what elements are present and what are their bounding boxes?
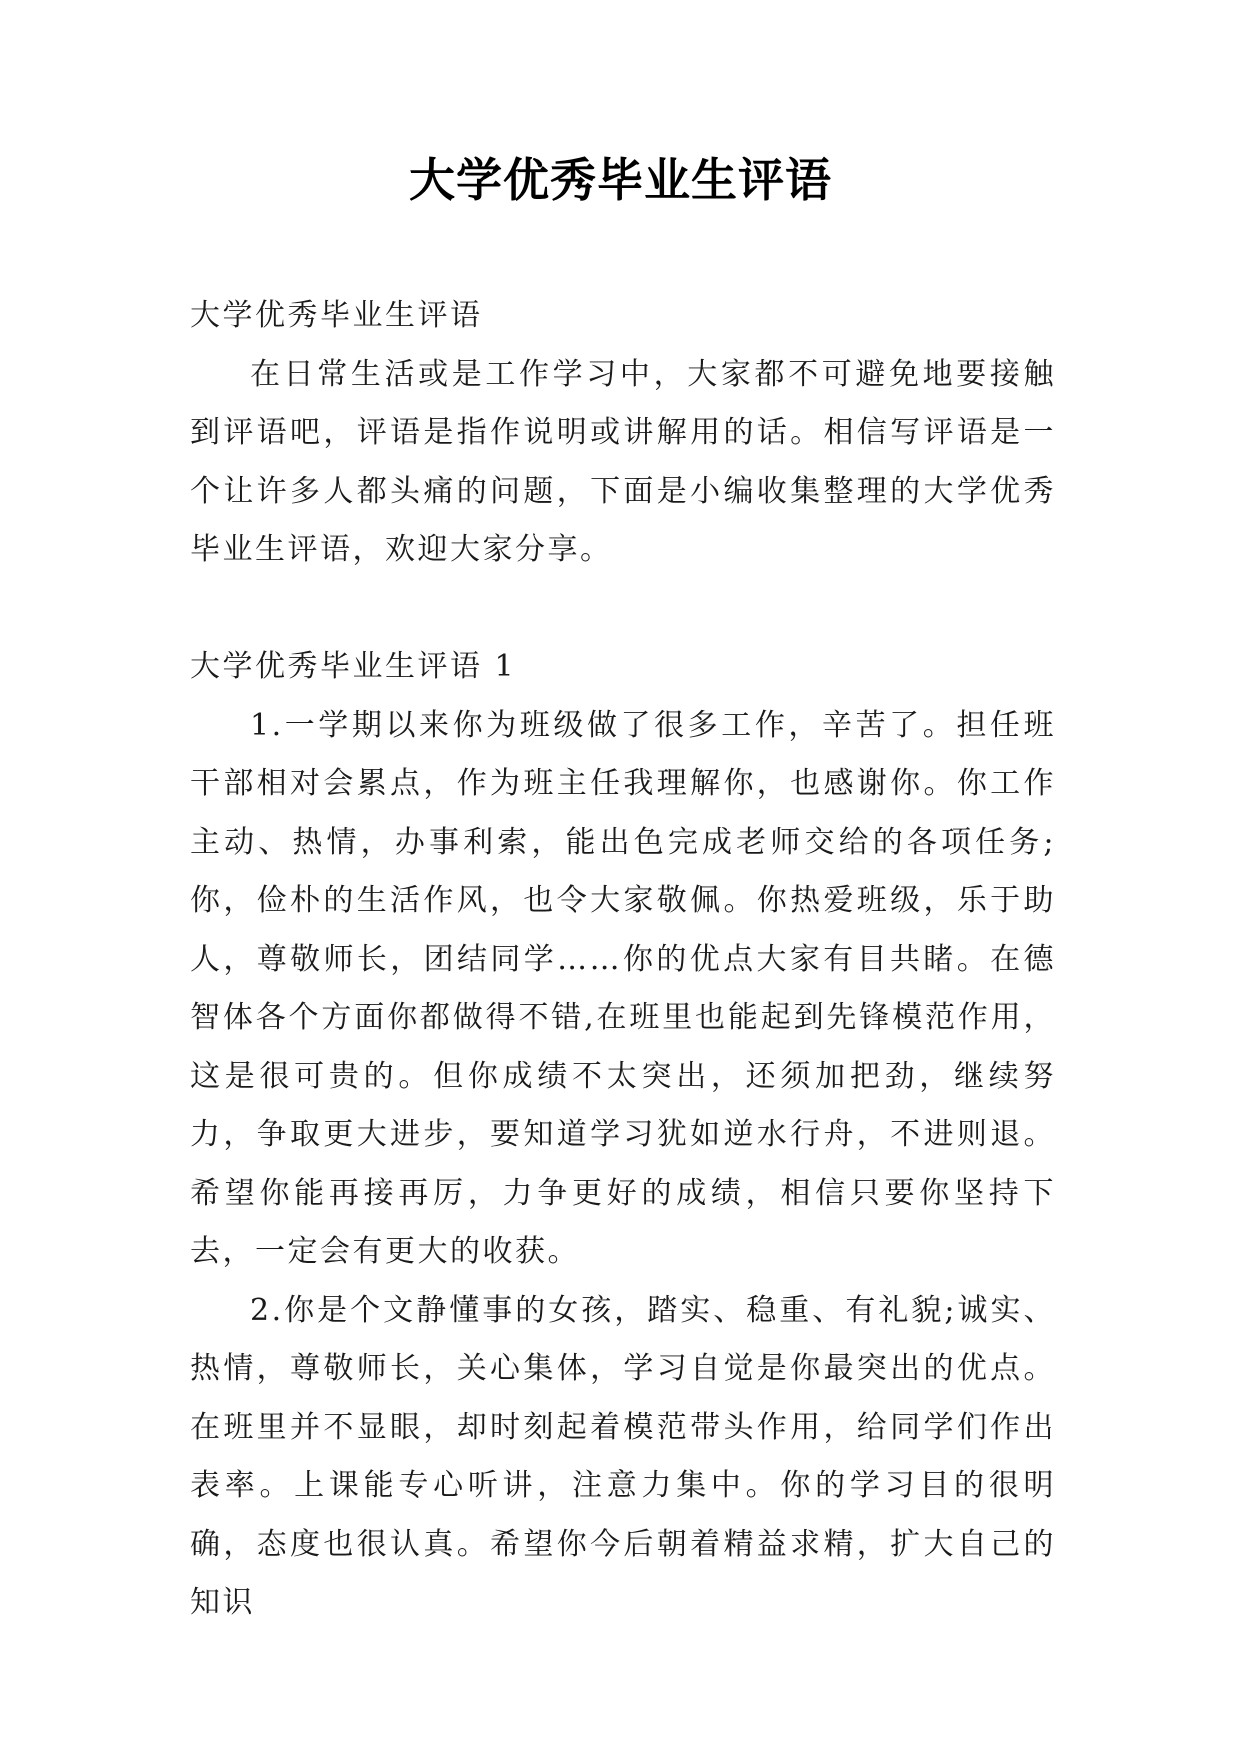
subtitle: 大学优秀毕业生评语 — [190, 298, 483, 333]
document-body — [190, 287, 1056, 1633]
paragraph-gap — [190, 580, 1056, 639]
comment-paragraph: 2.你是个文静懂事的女孩，踏实、稳重、有礼貌;诚实、热情，尊敬师长，关心集体，学习自觉是你最突出的优点。在班里并不显眼，却时刻起着模范带头作用，给同学们作出表率。上课能专心听讲，注意力集中。你的学习目的很明确，态度也很认真。希望你今后朝着精益求精，扩大自己的知识 — [190, 1292, 1056, 1620]
document-title: 大学优秀毕业生评语 — [409, 153, 832, 207]
comment-paragraph: 1.一学期以来你为班级做了很多工作，辛苦了。担任班干部相对会累点，作为班主任我理解你，也感谢你。你工作主动、热情，办事利索，能出色完成老师交给的各项任务;你，俭朴的生活作风，也令大家敬佩。你热爱班级，乐于助人，尊敬师长，团结同学……你的优点大家有目共睹。在德智体各个方面你都做得不错,在班里也能起到先锋模范作用，这是很可贵的。但你成绩不太突出，还须加把劲，继续努力，争取更大进步，要知道学习犹如逆水行舟，不进则退。希望你能再接再厉，力争更好的成绩，相信只要你坚持下去，一定会有更大的收获。 — [190, 707, 1056, 1269]
intro-paragraph: 在日常生活或是工作学习中，大家都不可避免地要接触到评语吧，评语是指作说明或讲解用的话。相信写评语是一个让许多人都头痛的问题，下面是小编收集整理的大学优秀毕业生评语，欢迎大家分享。 — [190, 356, 1056, 567]
section-heading: 大学优秀毕业生评语 1 — [190, 649, 517, 684]
